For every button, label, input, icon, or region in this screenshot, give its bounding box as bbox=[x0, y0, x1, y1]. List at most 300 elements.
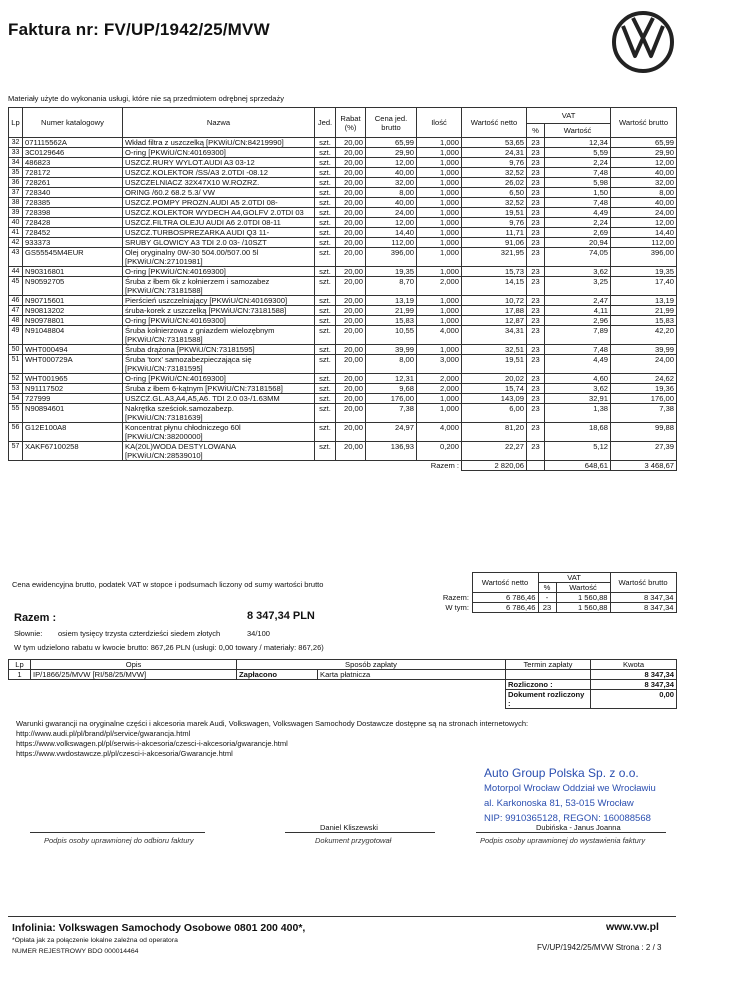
razem-label: Razem : bbox=[9, 461, 462, 471]
row-vat-pct: 23 bbox=[527, 423, 545, 442]
row-gross: 40,00 bbox=[611, 168, 677, 178]
row-vat-value: 2,24 bbox=[545, 158, 611, 168]
row-catalog: 728428 bbox=[23, 218, 123, 228]
row-net: 10,72 bbox=[462, 296, 527, 306]
row-gross: 24,00 bbox=[611, 208, 677, 218]
row-lp: 48 bbox=[9, 316, 23, 326]
row-discount: 20,00 bbox=[336, 158, 366, 168]
row-discount: 20,00 bbox=[336, 138, 366, 148]
row-unit: szt. bbox=[315, 394, 336, 404]
sum-razem-pct: - bbox=[538, 593, 556, 603]
table-row bbox=[9, 384, 677, 394]
pay-h-opis: Opis bbox=[31, 660, 237, 670]
row-catalog: 933373 bbox=[23, 238, 123, 248]
row-name: USZCZ.KOLEKTOR WYDECH A4,GOLFV 2.0TDI 03 bbox=[123, 208, 315, 218]
row-unit: szt. bbox=[315, 228, 336, 238]
settled-value: 8 347,34 bbox=[591, 680, 677, 690]
table-row bbox=[9, 423, 677, 442]
row-gross: 19,35 bbox=[611, 267, 677, 277]
row-net: 26,02 bbox=[462, 178, 527, 188]
row-net: 81,20 bbox=[462, 423, 527, 442]
row-gross: 17,40 bbox=[611, 277, 677, 296]
row-name: ORING /60.2 68.2 5.3/ VW bbox=[123, 188, 315, 198]
row-gross: 39,99 bbox=[611, 345, 677, 355]
row-lp: 41 bbox=[9, 228, 23, 238]
row-net: 19,51 bbox=[462, 208, 527, 218]
row-lp: 51 bbox=[9, 355, 23, 374]
row-name: Olej oryginalny 0W-30 504.00/507.00 5l [PKWiU/CN:27101981] bbox=[123, 248, 315, 267]
table-row bbox=[9, 248, 677, 267]
row-unit: szt. bbox=[315, 306, 336, 316]
row-vat-pct: 23 bbox=[527, 178, 545, 188]
row-catalog: 727999 bbox=[23, 394, 123, 404]
col-unit-price: Cena jed. brutto bbox=[366, 108, 417, 138]
row-net: 17,88 bbox=[462, 306, 527, 316]
pay-h-lp: Lp bbox=[9, 660, 31, 670]
row-vat-value: 7,48 bbox=[545, 198, 611, 208]
row-discount: 20,00 bbox=[336, 442, 366, 461]
row-discount: 20,00 bbox=[336, 404, 366, 423]
table-row bbox=[9, 326, 677, 345]
row-net: 15,74 bbox=[462, 384, 527, 394]
row-name: USZCZ.TURBOSPREZARKA AUDI Q3 11- bbox=[123, 228, 315, 238]
row-catalog: WHT000729A bbox=[23, 355, 123, 374]
pay-status: Zapłacono bbox=[237, 670, 318, 680]
row-catalog: N90592705 bbox=[23, 277, 123, 296]
row-vat-value: 5,59 bbox=[545, 148, 611, 158]
row-lp: 46 bbox=[9, 296, 23, 306]
table-row bbox=[9, 198, 677, 208]
row-qty: 1,000 bbox=[417, 394, 462, 404]
row-unit-price: 21,99 bbox=[366, 306, 417, 316]
sum-h-vatval: Wartość bbox=[556, 583, 610, 593]
row-gross: 24,62 bbox=[611, 374, 677, 384]
table-row bbox=[9, 355, 677, 374]
row-gross: 21,99 bbox=[611, 306, 677, 316]
row-name: Nakrętka sześciok.samozabezp. [PKWiU/CN:73181639] bbox=[123, 404, 315, 423]
row-unit-price: 29,90 bbox=[366, 148, 417, 158]
pay-h-amount: Kwota bbox=[591, 660, 677, 670]
row-net: 12,87 bbox=[462, 316, 527, 326]
row-unit-price: 40,00 bbox=[366, 168, 417, 178]
row-unit: szt. bbox=[315, 178, 336, 188]
company-stamp bbox=[484, 766, 656, 826]
row-catalog: 728385 bbox=[23, 198, 123, 208]
row-name: Śruba z łbem 6-kątnym [PKWiU/CN:73181568] bbox=[123, 384, 315, 394]
row-lp: 39 bbox=[9, 208, 23, 218]
table-row bbox=[9, 228, 677, 238]
row-vat-value: 4,11 bbox=[545, 306, 611, 316]
row-unit-price: 12,00 bbox=[366, 218, 417, 228]
row-net: 24,31 bbox=[462, 148, 527, 158]
row-net: 11,71 bbox=[462, 228, 527, 238]
row-unit: szt. bbox=[315, 326, 336, 345]
footer-divider bbox=[8, 916, 676, 917]
table-row bbox=[9, 394, 677, 404]
table-row bbox=[9, 345, 677, 355]
row-name: Śruba 'torx' samozabezpieczająca się [PKWiU/CN:73181595] bbox=[123, 355, 315, 374]
row-catalog: N90316801 bbox=[23, 267, 123, 277]
row-discount: 20,00 bbox=[336, 355, 366, 374]
row-gross: 19,36 bbox=[611, 384, 677, 394]
row-catalog: N90715601 bbox=[23, 296, 123, 306]
table-row bbox=[9, 238, 677, 248]
row-lp: 43 bbox=[9, 248, 23, 267]
table-row bbox=[9, 208, 677, 218]
row-vat-value: 3,62 bbox=[545, 267, 611, 277]
stamp-line-4: NIP: 9910365128, REGON: 160088568 bbox=[484, 813, 651, 824]
razem-net: 2 820,06 bbox=[462, 461, 527, 471]
row-qty: 1,000 bbox=[417, 345, 462, 355]
pay-h-method: Sposób zapłaty bbox=[237, 660, 506, 670]
table-row bbox=[9, 218, 677, 228]
row-discount: 20,00 bbox=[336, 267, 366, 277]
row-vat-pct: 23 bbox=[527, 138, 545, 148]
row-lp: 37 bbox=[9, 188, 23, 198]
row-unit: szt. bbox=[315, 384, 336, 394]
pay-method: Karta płatnicza bbox=[318, 670, 506, 680]
price-note: Cena ewidencyjna brutto, podatek VAT w stopce i podsumach liczony od sumy wartości brutto bbox=[12, 580, 324, 589]
row-lp: 50 bbox=[9, 345, 23, 355]
row-name: O-ring [PKWiU/CN:40169300] bbox=[123, 148, 315, 158]
row-vat-value: 32,91 bbox=[545, 394, 611, 404]
pay-h-term: Termin zapłaty bbox=[506, 660, 591, 670]
row-name: Pierścień uszczelniający [PKWiU/CN:40169300] bbox=[123, 296, 315, 306]
stamp-line-2: Motorpol Wrocław Oddział we Wrocławiu bbox=[484, 783, 656, 794]
prepared-by-caption: Dokument przygotował bbox=[315, 836, 392, 845]
row-unit: szt. bbox=[315, 208, 336, 218]
website[interactable]: www.vw.pl bbox=[606, 921, 659, 933]
col-gross: Wartość brutto bbox=[611, 108, 677, 138]
row-unit-price: 65,99 bbox=[366, 138, 417, 148]
row-qty: 1,000 bbox=[417, 404, 462, 423]
pay-opis: IP/1866/25/MVW [RI/58/25/MVW] bbox=[31, 670, 237, 680]
row-qty: 3,000 bbox=[417, 355, 462, 374]
row-discount: 20,00 bbox=[336, 296, 366, 306]
row-net: 32,52 bbox=[462, 168, 527, 178]
row-gross: 42,20 bbox=[611, 326, 677, 345]
infolinia: Infolinia: Volkswagen Samochody Osobowe 0801 200 400*, bbox=[12, 922, 306, 934]
row-unit-price: 14,40 bbox=[366, 228, 417, 238]
row-catalog: WHT001965 bbox=[23, 374, 123, 384]
prepared-by-name: Daniel Kliszewski bbox=[320, 823, 378, 832]
row-net: 15,73 bbox=[462, 267, 527, 277]
row-name: USZCZ.FILTRA OLEJU AUDI A6 2.0TDI 08-11 bbox=[123, 218, 315, 228]
row-lp: 49 bbox=[9, 326, 23, 345]
stamp-line-1: Auto Group Polska Sp. z o.o. bbox=[484, 766, 639, 780]
row-unit: szt. bbox=[315, 248, 336, 267]
row-lp: 56 bbox=[9, 423, 23, 442]
row-qty: 1,000 bbox=[417, 138, 462, 148]
row-name: O-ring [PKWiU/CN:40169300] bbox=[123, 267, 315, 277]
row-discount: 20,00 bbox=[336, 248, 366, 267]
row-discount: 20,00 bbox=[336, 345, 366, 355]
row-qty: 2,000 bbox=[417, 277, 462, 296]
row-net: 19,51 bbox=[462, 355, 527, 374]
row-lp: 55 bbox=[9, 404, 23, 423]
row-vat-pct: 23 bbox=[527, 267, 545, 277]
table-row bbox=[9, 158, 677, 168]
row-vat-value: 1,50 bbox=[545, 188, 611, 198]
row-unit-price: 9,68 bbox=[366, 384, 417, 394]
row-vat-pct: 23 bbox=[527, 442, 545, 461]
row-vat-value: 5,12 bbox=[545, 442, 611, 461]
row-net: 143,09 bbox=[462, 394, 527, 404]
col-catalog: Numer katalogowy bbox=[23, 108, 123, 138]
total-label: Razem : bbox=[14, 612, 57, 624]
row-catalog: 486823 bbox=[23, 158, 123, 168]
materials-subtitle: Materiały użyte do wykonania usługi, które nie są przedmiotem odrębnej sprzedaży bbox=[8, 94, 284, 103]
row-catalog: N90894601 bbox=[23, 404, 123, 423]
row-qty: 2,000 bbox=[417, 384, 462, 394]
row-lp: 57 bbox=[9, 442, 23, 461]
row-unit-price: 7,38 bbox=[366, 404, 417, 423]
row-lp: 34 bbox=[9, 158, 23, 168]
row-net: 22,27 bbox=[462, 442, 527, 461]
col-qty: Ilość bbox=[417, 108, 462, 138]
row-unit-price: 39,99 bbox=[366, 345, 417, 355]
row-vat-pct: 23 bbox=[527, 228, 545, 238]
row-catalog: 3C0129646 bbox=[23, 148, 123, 158]
row-catalog: G12E100A8 bbox=[23, 423, 123, 442]
row-catalog: 728340 bbox=[23, 188, 123, 198]
row-vat-value: 3,25 bbox=[545, 277, 611, 296]
row-unit-price: 112,00 bbox=[366, 238, 417, 248]
row-unit-price: 12,31 bbox=[366, 374, 417, 384]
table-row bbox=[9, 168, 677, 178]
row-qty: 1,000 bbox=[417, 248, 462, 267]
row-qty: 1,000 bbox=[417, 228, 462, 238]
row-qty: 1,000 bbox=[417, 296, 462, 306]
row-vat-pct: 23 bbox=[527, 404, 545, 423]
razem-vat: 648,61 bbox=[545, 461, 611, 471]
row-unit-price: 8,70 bbox=[366, 277, 417, 296]
row-vat-pct: 23 bbox=[527, 218, 545, 228]
pay-lp: 1 bbox=[9, 670, 31, 680]
warranty-link-vw[interactable]: https://www.volkswagen.pl/pl/serwis-i-akcesoria/czesci-i-akcesoria/gwarancje.html bbox=[16, 739, 288, 748]
pay-amount: 8 347,34 bbox=[591, 670, 677, 680]
row-unit-price: 136,93 bbox=[366, 442, 417, 461]
row-vat-value: 74,05 bbox=[545, 248, 611, 267]
row-unit-price: 40,00 bbox=[366, 198, 417, 208]
row-net: 34,31 bbox=[462, 326, 527, 345]
sum-h-gross: Wartość brutto bbox=[610, 573, 676, 593]
row-vat-value: 4,49 bbox=[545, 355, 611, 374]
row-vat-value: 7,89 bbox=[545, 326, 611, 345]
row-catalog: 728172 bbox=[23, 168, 123, 178]
row-vat-pct: 23 bbox=[527, 238, 545, 248]
row-gross: 8,00 bbox=[611, 188, 677, 198]
bdo-number: NUMER REJESTROWY BDO 000014464 bbox=[12, 948, 139, 955]
row-discount: 20,00 bbox=[336, 316, 366, 326]
row-unit: szt. bbox=[315, 168, 336, 178]
row-unit: szt. bbox=[315, 238, 336, 248]
row-qty: 1,000 bbox=[417, 158, 462, 168]
row-gross: 396,00 bbox=[611, 248, 677, 267]
col-vat: VAT bbox=[527, 108, 611, 124]
row-vat-pct: 23 bbox=[527, 148, 545, 158]
row-unit: szt. bbox=[315, 267, 336, 277]
materials-table bbox=[8, 107, 677, 471]
row-catalog: N91048804 bbox=[23, 326, 123, 345]
row-catalog: WHT000494 bbox=[23, 345, 123, 355]
razem-gross: 3 468,67 bbox=[611, 461, 677, 471]
row-vat-value: 7,48 bbox=[545, 168, 611, 178]
row-lp: 40 bbox=[9, 218, 23, 228]
row-unit: szt. bbox=[315, 158, 336, 168]
row-catalog: N90978801 bbox=[23, 316, 123, 326]
row-vat-pct: 23 bbox=[527, 277, 545, 296]
row-vat-pct: 23 bbox=[527, 355, 545, 374]
warranty-text: Warunki gwarancji na oryginalne części i akcesoria marek Audi, Volkswagen, Volkswagen Samochody Dostawcze dostępne są na stronach internetowych: bbox=[16, 719, 529, 728]
sum-wtym-label: W tym: bbox=[445, 602, 469, 612]
row-discount: 20,00 bbox=[336, 178, 366, 188]
sum-wtym-gross: 8 347,34 bbox=[610, 603, 676, 613]
row-name: USZCZ.RURY WYLOT.AUDI A3 03-12 bbox=[123, 158, 315, 168]
table-row bbox=[9, 267, 677, 277]
row-gross: 27,39 bbox=[611, 442, 677, 461]
row-vat-value: 2,47 bbox=[545, 296, 611, 306]
row-qty: 1,000 bbox=[417, 218, 462, 228]
row-unit: szt. bbox=[315, 374, 336, 384]
row-discount: 20,00 bbox=[336, 238, 366, 248]
row-net: 14,15 bbox=[462, 277, 527, 296]
col-unit: Jed. bbox=[315, 108, 336, 138]
row-gross: 112,00 bbox=[611, 238, 677, 248]
col-lp: Lp bbox=[9, 108, 23, 138]
warranty-link-vwd[interactable]: https://www.vwdostawcze.pl/pl/czesci-i-akcesoria/Gwarancje.html bbox=[16, 749, 233, 758]
row-qty: 1,000 bbox=[417, 198, 462, 208]
warranty-link-audi[interactable]: http://www.audi.pl/pl/brand/pl/service/gwarancja.html bbox=[16, 729, 191, 738]
row-name: KA(20L)WODA DESTYLOWANA [PKWiU/CN:28539010] bbox=[123, 442, 315, 461]
row-catalog: 071115562A bbox=[23, 138, 123, 148]
row-unit-price: 32,00 bbox=[366, 178, 417, 188]
row-vat-value: 18,68 bbox=[545, 423, 611, 442]
row-unit: szt. bbox=[315, 316, 336, 326]
stamp-line-3: al. Karkonoska 81, 53-015 Wrocław bbox=[484, 798, 634, 809]
table-row bbox=[9, 306, 677, 316]
col-vat-pct: % bbox=[527, 124, 545, 138]
row-qty: 1,000 bbox=[417, 208, 462, 218]
row-gross: 13,19 bbox=[611, 296, 677, 306]
row-qty: 1,000 bbox=[417, 316, 462, 326]
row-discount: 20,00 bbox=[336, 188, 366, 198]
row-unit-price: 12,00 bbox=[366, 158, 417, 168]
row-unit-price: 10,55 bbox=[366, 326, 417, 345]
row-catalog: 728452 bbox=[23, 228, 123, 238]
signature-line-left bbox=[30, 832, 205, 833]
row-qty: 2,000 bbox=[417, 374, 462, 384]
row-unit-price: 396,00 bbox=[366, 248, 417, 267]
row-unit-price: 8,00 bbox=[366, 355, 417, 374]
row-lp: 33 bbox=[9, 148, 23, 158]
row-lp: 44 bbox=[9, 267, 23, 277]
doc-settled-label: Dokument rozliczony : bbox=[506, 690, 591, 709]
row-vat-pct: 23 bbox=[527, 316, 545, 326]
row-gross: 7,38 bbox=[611, 404, 677, 423]
sum-h-vat: VAT bbox=[538, 573, 610, 583]
row-qty: 1,000 bbox=[417, 267, 462, 277]
row-gross: 12,00 bbox=[611, 218, 677, 228]
row-unit-price: 15,83 bbox=[366, 316, 417, 326]
row-discount: 20,00 bbox=[336, 228, 366, 238]
row-name: Śruba kołnierzowa z gniazdem wielozębnym [PKWiU/CN:73181588] bbox=[123, 326, 315, 345]
row-vat-pct: 23 bbox=[527, 188, 545, 198]
signature-caption-left: Podpis osoby uprawnionej do odbioru faktury bbox=[44, 836, 194, 845]
row-net: 20,02 bbox=[462, 374, 527, 384]
row-lp: 53 bbox=[9, 384, 23, 394]
row-vat-value: 4,60 bbox=[545, 374, 611, 384]
row-unit-price: 13,19 bbox=[366, 296, 417, 306]
row-unit: szt. bbox=[315, 277, 336, 296]
row-discount: 20,00 bbox=[336, 148, 366, 158]
row-gross: 40,00 bbox=[611, 198, 677, 208]
row-gross: 99,88 bbox=[611, 423, 677, 442]
row-vat-pct: 23 bbox=[527, 326, 545, 345]
table-row bbox=[9, 277, 677, 296]
row-net: 6,00 bbox=[462, 404, 527, 423]
row-qty: 1,000 bbox=[417, 148, 462, 158]
pay-term bbox=[506, 670, 591, 680]
row-name: USZCZ.POMPY PROZN.AUDI A5 2.0TDI 08- bbox=[123, 198, 315, 208]
row-unit: szt. bbox=[315, 198, 336, 208]
row-gross: 65,99 bbox=[611, 138, 677, 148]
row-net: 32,52 bbox=[462, 198, 527, 208]
row-vat-value: 4,49 bbox=[545, 208, 611, 218]
row-discount: 20,00 bbox=[336, 326, 366, 345]
row-vat-pct: 23 bbox=[527, 158, 545, 168]
row-catalog: 728261 bbox=[23, 178, 123, 188]
warranty-block bbox=[16, 719, 528, 759]
issuer-caption: Podpis osoby uprawnionej do wystawienia faktury bbox=[480, 836, 646, 845]
row-catalog: N90813202 bbox=[23, 306, 123, 316]
row-vat-value: 2,69 bbox=[545, 228, 611, 238]
row-unit: szt. bbox=[315, 138, 336, 148]
row-discount: 20,00 bbox=[336, 423, 366, 442]
row-unit: szt. bbox=[315, 188, 336, 198]
row-vat-value: 2,96 bbox=[545, 316, 611, 326]
row-lp: 32 bbox=[9, 138, 23, 148]
row-vat-value: 7,48 bbox=[545, 345, 611, 355]
row-unit-price: 8,00 bbox=[366, 188, 417, 198]
row-name: Koncentrat płynu chłodniczego 60l [PKWiU/CN:38200000] bbox=[123, 423, 315, 442]
row-name: USZCZELNIACZ 32X47X10 W.ROZRZ. bbox=[123, 178, 315, 188]
row-gross: 15,83 bbox=[611, 316, 677, 326]
row-vat-value: 20,94 bbox=[545, 238, 611, 248]
row-unit-price: 24,97 bbox=[366, 423, 417, 442]
sum-h-net: Wartość netto bbox=[472, 573, 538, 593]
row-qty: 0,200 bbox=[417, 442, 462, 461]
row-catalog: N91117502 bbox=[23, 384, 123, 394]
row-name: O-ring [PKWiU/CN:40169300] bbox=[123, 374, 315, 384]
row-unit: szt. bbox=[315, 355, 336, 374]
row-unit: szt. bbox=[315, 404, 336, 423]
row-unit: szt. bbox=[315, 218, 336, 228]
row-net: 32,51 bbox=[462, 345, 527, 355]
row-discount: 20,00 bbox=[336, 218, 366, 228]
row-name: Wkład filtra z uszczelką [PKWiU/CN:84219990] bbox=[123, 138, 315, 148]
row-lp: 35 bbox=[9, 168, 23, 178]
table-row bbox=[9, 316, 677, 326]
sum-razem-net: 6 786,46 bbox=[472, 593, 538, 603]
row-lp: 36 bbox=[9, 178, 23, 188]
table-row bbox=[9, 148, 677, 158]
row-gross: 29,90 bbox=[611, 148, 677, 158]
row-vat-pct: 23 bbox=[527, 198, 545, 208]
col-net: Wartość netto bbox=[462, 108, 527, 138]
page-indicator: FV/UP/1942/25/MVW Strona : 2 / 3 bbox=[537, 943, 662, 952]
row-discount: 20,00 bbox=[336, 394, 366, 404]
